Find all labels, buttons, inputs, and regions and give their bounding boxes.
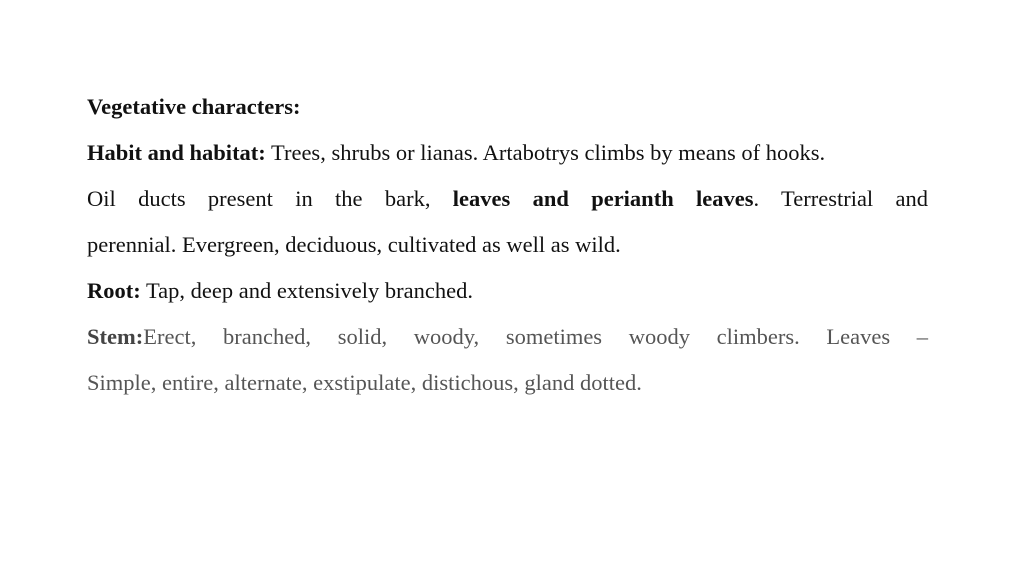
habit-bold-text: leaves and perianth leaves xyxy=(452,186,754,211)
slide-content xyxy=(87,84,928,406)
habit-line-1 xyxy=(87,130,928,176)
heading xyxy=(87,84,928,130)
stem-text-2: Simple, entire, alternate, exstipulate, distichous, gland dotted. xyxy=(87,370,642,395)
habit-line-2 xyxy=(87,176,928,222)
root-text: Tap, deep and extensively branched. xyxy=(140,278,473,303)
habit-text-3: perennial. Evergreen, deciduous, cultivated as well as wild. xyxy=(87,232,621,257)
habit-text-1: Trees, shrubs or lianas. Artabotrys climbs by means of hooks. xyxy=(265,140,826,165)
stem-label: Stem: xyxy=(87,324,144,349)
habit-text-2a: Oil ducts present in the bark, xyxy=(87,186,431,211)
stem-line-2 xyxy=(87,360,928,406)
root-line xyxy=(87,268,928,314)
habit-line-3 xyxy=(87,222,928,268)
heading-text: Vegetative characters: xyxy=(87,94,301,119)
stem-line-1 xyxy=(87,314,928,360)
habit-text-2b: . Terrestrial and xyxy=(753,186,928,211)
habit-label: Habit and habitat: xyxy=(87,140,266,165)
root-label: Root: xyxy=(87,278,141,303)
stem-text-1: Erect, branched, solid, woody, sometimes woody climbers. Leaves – xyxy=(143,324,928,349)
